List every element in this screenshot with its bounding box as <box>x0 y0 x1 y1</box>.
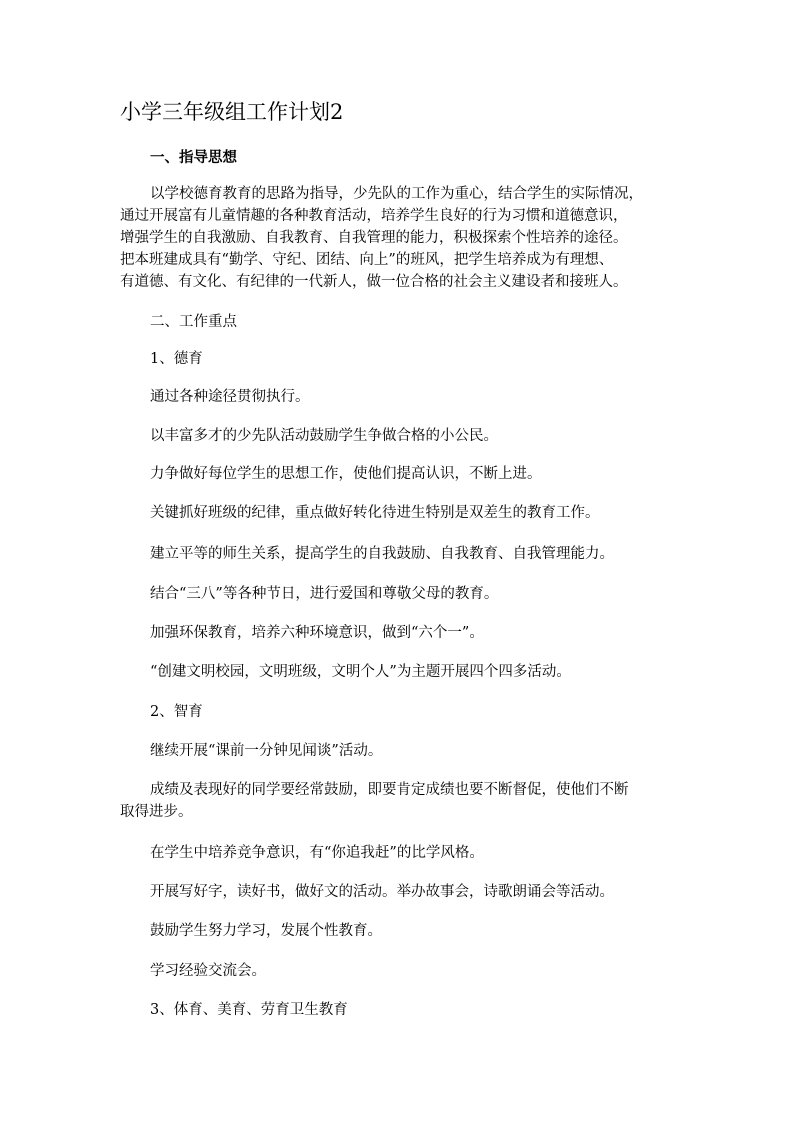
intellect-item-6: 学习经验交流会。 <box>150 963 266 979</box>
guiding-thought-line-3: 增强学生的自我激励、自我教育、自我管理的能力，积极探索个性培养的途径。 <box>120 230 628 246</box>
intellect-item-1: 继续开展“课前一分钟见闻谈”活动。 <box>150 743 383 759</box>
section-heading-work-focus: 二、工作重点 <box>150 314 237 330</box>
subheading-pe-art-labor-education: 3、体育、美育、劳育卫生教育 <box>150 1002 348 1018</box>
moral-item-2: 以丰富多才的少先队活动鼓励学生争做合格的小公民。 <box>150 428 498 444</box>
guiding-thought-paragraph <box>120 183 676 293</box>
guiding-thought-line-4: 把本班建成具有“勤学、守纪、团结、向上”的班风，把学生培养成为有理想、 <box>120 252 614 268</box>
moral-item-3: 力争做好每位学生的思想工作，使他们提高认识，不断上进。 <box>150 466 542 482</box>
intellect-item-5: 鼓励学生努力学习，发展个性教育。 <box>150 923 382 939</box>
moral-item-1: 通过各种途径贯彻执行。 <box>150 389 310 405</box>
intellect-item-2 <box>120 779 676 823</box>
subheading-intellectual-education: 2、智育 <box>150 704 203 720</box>
moral-item-6: 结合“三八”等各种节日，进行爱国和尊敬父母的教育。 <box>150 586 499 602</box>
guiding-thought-line-5: 有道德、有文化、有纪律的一代新人，做一位合格的社会主义建设者和接班人。 <box>120 274 628 290</box>
intellect-item-2-line-1: 成绩及表现好的同学要经常鼓励，即要肯定成绩也要不断督促，使他们不断 <box>150 782 629 798</box>
moral-item-4: 关键抓好班级的纪律，重点做好转化待进生特别是双差生的教育工作。 <box>150 505 600 521</box>
section-heading-guiding-thought: 一、指导思想 <box>150 149 237 166</box>
moral-item-7: 加强环保教育，培养六种环境意识，做到“六个一”。 <box>150 625 484 641</box>
guiding-thought-line-2: 通过开展富有儿童情趣的各种教育活动，培养学生良好的行为习惯和道德意识， <box>120 208 628 224</box>
document-title: 小学三年级组工作计划2 <box>120 100 344 124</box>
intellect-item-3: 在学生中培养竞争意识，有“你追我赶”的比学风格。 <box>150 845 484 861</box>
subheading-moral-education: 1、德育 <box>150 351 203 367</box>
guiding-thought-line-1: 以学校德育教育的思路为指导，少先队的工作为重心，结合学生的实际情况， <box>150 186 643 202</box>
intellect-item-4: 开展写好字，读好书，做好文的活动。举办故事会，诗歌朗诵会等活动。 <box>150 884 614 900</box>
moral-item-5: 建立平等的师生关系，提高学生的自我鼓励、自我教育、自我管理能力。 <box>150 546 614 562</box>
intellect-item-2-line-2: 取得进步。 <box>120 804 193 820</box>
moral-item-8: “创建文明校园，文明班级，文明个人”为主题开展四个四多活动。 <box>150 664 571 680</box>
